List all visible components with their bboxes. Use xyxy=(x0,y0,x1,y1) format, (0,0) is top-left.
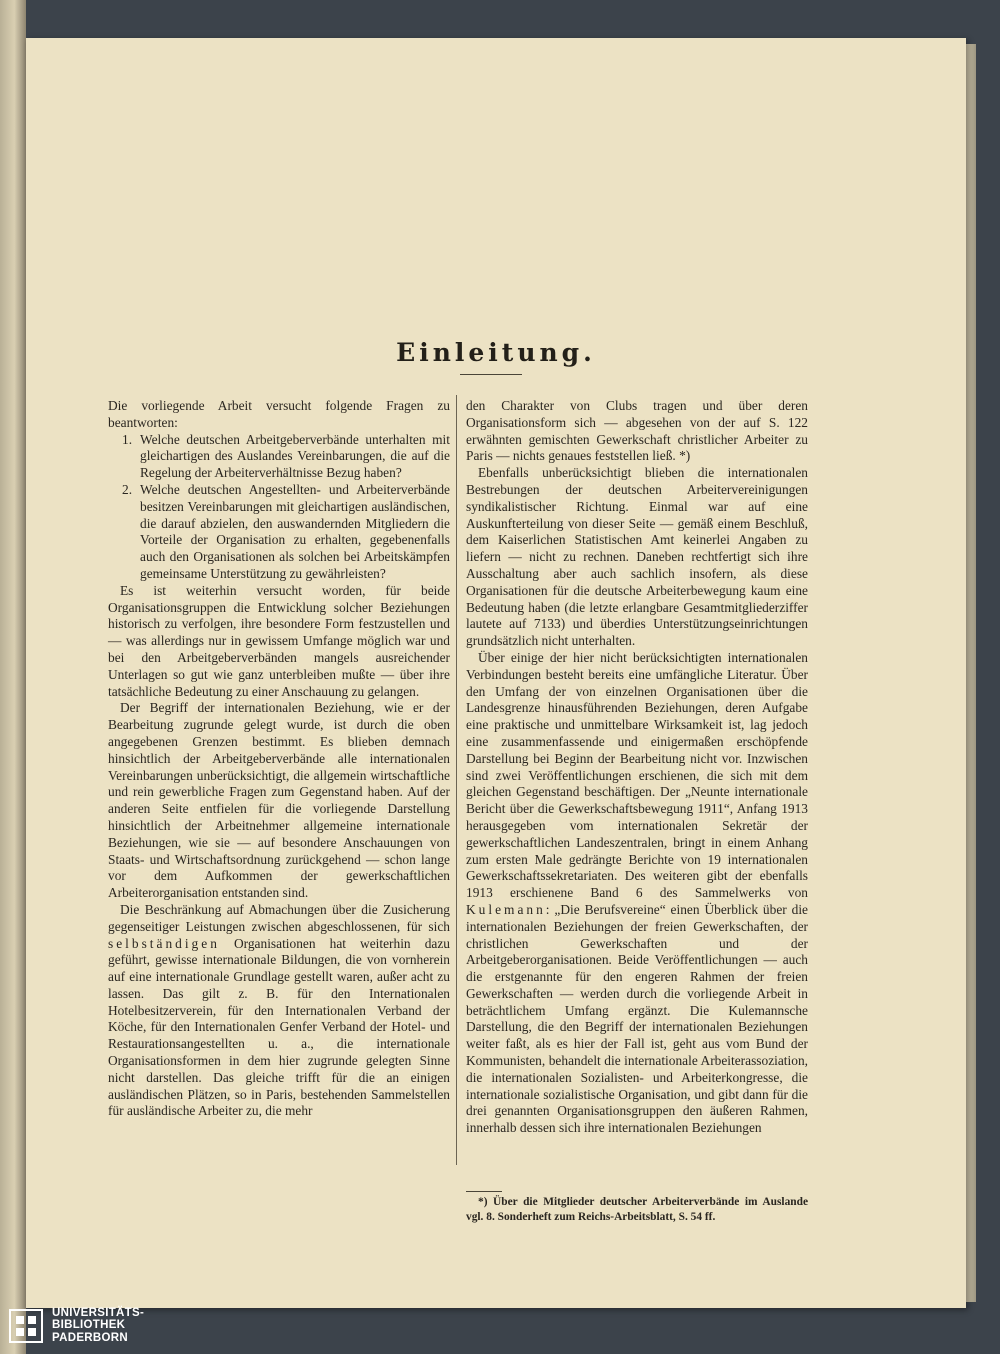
text-run: Organisationen hat weiterhin dazu geführt, gewisse internationale Bildungen, die von vornherein auf eine internationale Grundlage gestellt waren, außer acht zu lassen. Das gilt z. B. für den Internationalen Hotelbesitzerverein, für den Internationalen Verband der Köche, für den Internationalen Genfer Verband der Hotel- und Restaurationsangestellten u. a., die internationale Organisationsformen in dem hier zugrunde gelegten Sinne nicht darstellen. Das gleiche trifft für die an einigen ausländischen Plätzen, so in Paris, bestehenden Sammelstellen für ausländische Arbeiter zu, die mehr xyxy=(108,935,450,1119)
footnote-text: *) Über die Mitglieder deutscher Arbeiterverbände im Auslande vgl. 8. Sonderheft zum Reichs-Arbeitsblatt, S. 54 ff. xyxy=(466,1196,808,1224)
question-list xyxy=(108,432,450,583)
question-item xyxy=(108,482,450,583)
question-text: Welche deutschen Arbeitgeberverbände unterhalten mit gleichartigen des Auslandes Vereinbarungen, die auf die Regelung der Arbeiterverhältnisse Bezug haben? xyxy=(140,431,450,481)
title-rule xyxy=(460,374,522,375)
text-run: Die Beschränkung auf Abmachungen über die Zusicherung gegenseitiger Leistungen zwischen abgeschlossenen, für sich xyxy=(108,901,450,934)
body-paragraph: Der Begriff der internationalen Beziehung, wie er der Bearbeitung zugrunde gelegt wurde, ist durch die oben angegebenen Grenzen bestimmt. Es blieben demnach hinsichtlich der Arbeitgeberverbände alle internationalen Vereinbarungen unberücksichtigt, die allgemein wirtschaftliche und rein gewerbliche Fragen zum Gegenstand haben. Auf der anderen Seite entfielen für die vorliegende Darstellung hinsichtlich der Arbeitnehmer allgemeine internationale Beziehungen, wie sie — auf besondere Anschauungen von Staats- und Wirtschaftsordnung zurückgehend — schon lange vor dem Aufkommen der gewerkschaftlichen Arbeiterorganisation entstanden sind. xyxy=(108,700,450,901)
emphasized-author-name: Kulemann xyxy=(466,901,546,917)
text-run: : „Die Berufsvereine“ einen Überblick über die internationalen Beziehungen der freien Gewerkschaften, der christlichen Gewerkschaften und der Arbeitgeberorganisationen. Beide Veröffentlichungen — auch die erstgenannte für den engeren Rahmen der freien Gewerkschaften — werden durch die vorliegende Arbeit in beträchtlichem Umfang ergänzt. Die Kulemannsche Darstellung, die den Begriff der internationalen Beziehungen weiter faßt, als es hier der Fall ist, geht aus vom Bund der Kommunisten, behandelt die internationale Arbeiterassoziation, die internationalen Sozialisten- und Arbeiterkongresse, die internationale sozialistische Organisation, und gibt dann für die drei genannten Organisationsgruppen den äußeren Rahmen, innerhalb dessen sich ihre internationalen Beziehungen xyxy=(466,901,808,1136)
body-paragraph xyxy=(108,902,450,1120)
library-logo xyxy=(8,1306,188,1348)
body-paragraph: Es ist weiterhin versucht worden, für beide Organisationsgruppen die Entwicklung solcher Beziehungen historisch zu verfolgen, ihre besondere Form festzustellen und — was allerdings nur in gewissem Umfange möglich war und bei den Arbeitgeberverbänden mangels ausreichender Unterlagen so gut wie ganz unterbleiben mußte — über ihre tatsächliche Bedeutung zu einer Anschauung zu gelangen. xyxy=(108,582,450,699)
emphasized-word: selbständigen xyxy=(108,935,220,951)
body-paragraph xyxy=(466,650,808,1137)
question-text: Welche deutschen Angestellten- und Arbeiterverbände besitzen Vereinbarungen mit gleichartigen ausländischen, die darauf abzielen, den auswandernden Mitgliedern die Vorteile der Organisation zu erhalten, gegebenenfalls auch den Organisationen als solchen bei Arbeitskämpfen gemeinsame Unterstützung zu gewährleisten? xyxy=(140,481,450,581)
logo-line: PADERBORN xyxy=(52,1331,128,1344)
left-column xyxy=(108,398,450,1120)
question-number: 1. xyxy=(122,431,133,447)
body-paragraph: Ebenfalls unberücksichtigt blieben die internationalen Bestrebungen der deutschen Arbeitervereinigungen syndikalistischer Richtung. Einmal war auf eine Auskunfterteilung von dieser Seite — gemäß einem Beschluß, dem Kaiserlichen Statistischen Amt keinerlei Angaben zu liefern — nicht zu rechnen. Daneben rechtfertigt sich ihre Ausschaltung aber auch sachlich insofern, als diese Organisationen für die deutsche Arbeiterbewegung kaum eine Bedeutung haben (die letzte erlangbare Gesamtmitgliederziffer lautete auf 7133) und überdies Unterstützungseinrichtungen grundsätzlich nicht unterhalten. xyxy=(466,465,808,649)
footnote-rule xyxy=(466,1191,502,1192)
question-item xyxy=(108,432,450,482)
scanned-page xyxy=(26,38,966,1308)
library-logo-text xyxy=(52,1307,144,1344)
body-paragraph: den Charakter von Clubs tragen und über deren Organisationsform sich — abgesehen von der auf S. 122 erwähnten gemischten Gewerkschaft christlicher Arbeiter zu Paris — nichts genaues feststellen ließ. *) xyxy=(466,398,808,464)
logo-line: BIBLIOTHEK xyxy=(52,1319,126,1332)
page-stack-edge xyxy=(966,44,976,1302)
text-run: Über einige der hier nicht berücksichtigten internationalen Verbindungen besteht bereits eine umfängliche Literatur. Über den Umfang der von einzelnen Organisationen über die Landesgrenze hinausführenden Beziehungen, deren Aufgabe eine praktische und unmittelbare Wirksamkeit ist, lag jedoch eine zusammenfassende und einigermaßen erschöpfende Darstellung bei Beginn der Bearbeitung nicht vor. Inzwischen sind zwei Veröffentlichungen erschienen, die sich mit dem gleichen Gegenstand beschäftigen. Der „Neunte internationale Bericht über die Gewerkschaftsbewegung 1911“, Anfang 1913 herausgegeben vom internationalen Sekretär der gewerkschaftlichen Landeszentralen, bringt in einem Anhang zum ersten Male gedrängte Berichte von 19 internationalen Gewerkschaftssekretariaten. Des weiteren gibt der ebenfalls 1913 erschienene Band 6 des Sammelwerks von xyxy=(466,649,808,901)
question-number: 2. xyxy=(122,481,133,497)
right-column xyxy=(466,398,808,1137)
column-divider xyxy=(456,395,457,1165)
intro-paragraph: Die vorliegende Arbeit versucht folgende Fragen zu beantworten: xyxy=(108,398,450,430)
footnote xyxy=(466,1195,808,1226)
logo-line: UNIVERSITÄTS- xyxy=(52,1307,145,1319)
previous-page-edge xyxy=(0,0,26,1354)
page-title: Einleitung. xyxy=(396,338,596,367)
library-logo-icon xyxy=(8,1308,44,1344)
